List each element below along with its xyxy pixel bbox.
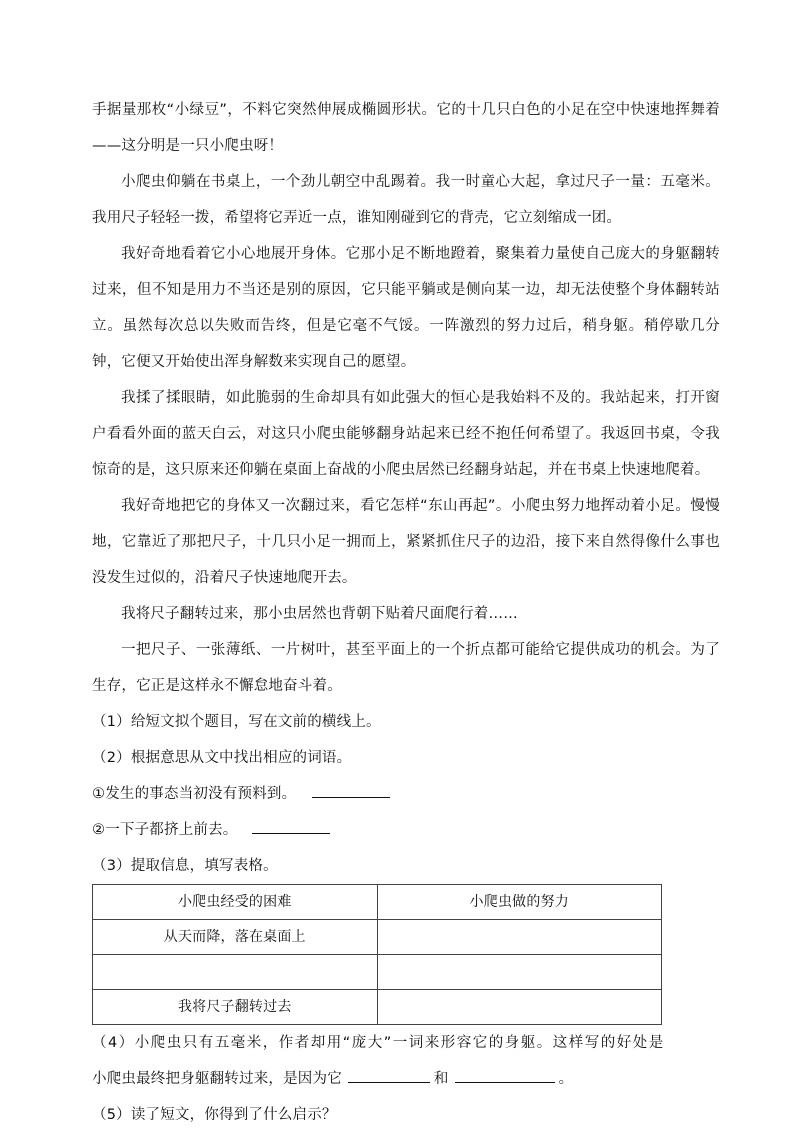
table-answer-cell[interactable] — [93, 955, 378, 990]
table-row — [93, 955, 662, 990]
question-5: （5）读了短文，你得到了什么启示？ — [92, 1107, 337, 1123]
passage-paragraph: 我好奇地把它的身体又一次翻过来，看它怎样“东山再起”。小爬虫努力地挥动着小足。慢慢地，它靠近了那把尺子，十几只小足一拥而上，紧紧抓住尺子的边沿，接下来自然得像什么事也没发生过似的，沿着尺子快速地爬开去。 — [92, 498, 720, 586]
table-row — [93, 990, 662, 1025]
passage-paragraph: 小爬虫仰躺在书桌上，一个劲儿朝空中乱踢着。我一时童心大起，拿过尺子一量：五毫米。我用尺子轻轻一拨，希望将它弄近一点，谁知刚碰到它的背壳，它立刻缩成一团。 — [92, 174, 720, 226]
question-1: （1）给短文拟个题目，写在文前的横线上。 — [92, 714, 381, 730]
question-2-item-a-text: ①发生的事态当初没有预料到。 — [92, 786, 297, 802]
info-table — [92, 884, 662, 1025]
table-cell: 从天而降，落在桌面上 — [93, 920, 378, 955]
answer-blank[interactable] — [252, 817, 330, 834]
question-4-text-c: 。 — [558, 1071, 574, 1087]
table-cell: 我将尺子翻转过去 — [93, 990, 378, 1025]
table-answer-cell[interactable] — [377, 920, 662, 955]
question-2: （2）根据意思从文中找出相应的词语。 — [92, 750, 352, 766]
question-2-item-a — [92, 776, 720, 812]
question-4: （4）小爬虫只有五毫米，作者却用“庞大”一词来形容它的身躯。这样写的好处是 — [92, 1035, 665, 1051]
question-3: （3）提取信息，填写表格。 — [92, 858, 278, 874]
answer-blank[interactable] — [348, 1066, 430, 1083]
passage-paragraph: 我揉了揉眼睛，如此脆弱的生命却具有如此强大的恒心是我始料不及的。我站起来，打开窗户看看外面的蓝天白云，对这只小爬虫能够翻身站起来已经不抱任何希望了。我返回书桌，令我惊奇的是，这只原来还仰躺在桌面上奋战的小爬虫居然已经翻身站起，并在书桌上快速地爬着。 — [92, 390, 720, 478]
passage-paragraph: 我好奇地看着它小心地展开身体。它那小足不断地蹬着，聚集着力量使自己庞大的身躯翻转过来，但不知是用力不当还是别的原因，它只能平躺或是侧向某一边，却无法使整个身体翻转站立。虽然每次总以失败而告终，但是它毫不气馁。一阵激烈的努力过后，稍身躯。稍停歇几分钟，它便又开始使出浑身解数来实现自己的愿望。 — [92, 246, 720, 370]
question-4-line-2 — [92, 1061, 720, 1097]
answer-blank[interactable] — [455, 1066, 555, 1083]
question-4-text-a: 小爬虫最终把身躯翻转过来，是因为它 — [92, 1071, 342, 1087]
question-2-item-b — [92, 812, 720, 848]
passage-paragraph: 手据量那枚“小绿豆”，不料它突然伸展成椭圆形状。它的十几只白色的小足在空中快速地挥舞着——这分明是一只小爬虫呀！ — [92, 102, 720, 154]
answer-blank[interactable] — [312, 781, 390, 798]
table-answer-cell[interactable] — [377, 990, 662, 1025]
passage-paragraph: 一把尺子、一张薄纸、一片树叶，甚至平面上的一个折点都可能给它提供成功的机会。为了生存，它正是这样永不懈怠地奋斗着。 — [92, 642, 720, 694]
document-page — [92, 92, 720, 1133]
table-header-cell: 小爬虫经受的困难 — [93, 885, 378, 920]
passage-paragraph: 我将尺子翻转过来，那小虫居然也背朝下贴着尺面爬行着…… — [121, 606, 518, 622]
question-2-item-b-text: ②一下子都挤上前去。 — [92, 822, 238, 838]
table-answer-cell[interactable] — [377, 955, 662, 990]
table-row — [93, 920, 662, 955]
table-header-cell: 小爬虫做的努力 — [377, 885, 662, 920]
table-header-row — [93, 885, 662, 920]
question-4-text-b: 和 — [433, 1071, 449, 1087]
